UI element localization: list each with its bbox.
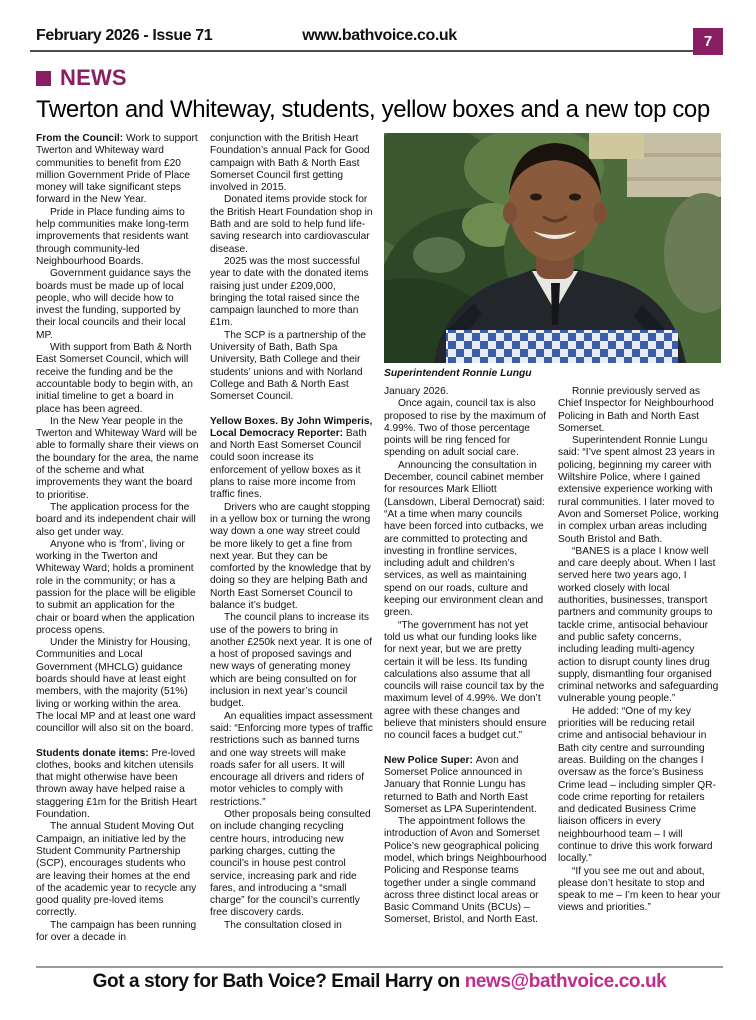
article-paragraph: From the Council: Work to support Twerton and Whiteway ward communities to benefit from £20 million Government Pride of Place money will take significant steps forward in the New Year. bbox=[36, 133, 198, 206]
article-paragraph: 2025 was the most successful year to date with the donated items raising just under £209,000, bringing the total raised since the campaign launched to more than £1m. bbox=[210, 255, 369, 329]
article-paragraph: conjunction with the British Heart Foundation’s annual Pack for Good campaign with Bath & North East Somerset Council first getting involved in 2015. bbox=[210, 133, 370, 194]
article-paragraph: Students donate items: Pre-loved clothes, books and kitchen utensils that might otherwise have been thrown away have helped raise a staggering £1m for the British Heart Foundation. bbox=[36, 747, 197, 821]
article-paragraph: The campaign has been running for over a decade in bbox=[36, 919, 197, 943]
section-bullet-icon bbox=[36, 71, 51, 86]
page-number-badge: 7 bbox=[693, 28, 723, 55]
article-paragraph: The appointment follows the introduction of Avon and Somerset Police’s new geographical policing model, which brings Neighbourhood Policing and Response teams together under a single command across three distinct local areas or Basic Command Units (BCUs) – Somerset, Bristol, and North East. bbox=[384, 816, 547, 926]
footer-email-link[interactable]: news@bathvoice.co.uk bbox=[464, 970, 667, 992]
article-paragraph: Donated items provide stock for the British Heart Foundation shop in Bath and are sold to help fund life-saving research into cardiovascular disease. bbox=[210, 194, 373, 255]
headline: Twerton and Whiteway, students, yellow boxes and a new top cop bbox=[36, 96, 710, 123]
article-paragraph: “The government has not yet told us what our funding looks like for next year, but we are pretty certain it will be less. Its funding calculations also assume that all councils will raise council tax by the maximum level of 4.99%. We don’t agree with these changes and believe that ministers should ensure no council faces a budget cut.” bbox=[384, 619, 547, 742]
footer-strapline bbox=[36, 971, 723, 993]
column-3 bbox=[384, 386, 547, 971]
article-paragraph: Drivers who are caught stopping in a yellow box or turning the wrong way down a one way street could be more likely to get a fine from next year. But they can be comforted by the knowledge that by doing so they are helping Bath and North East Somerset Council to balance it’s budget. bbox=[210, 501, 371, 611]
photo-caption: Superintendent Ronnie Lungu bbox=[384, 368, 532, 379]
article-paragraph: The consultation closed in bbox=[224, 919, 342, 931]
section-label: NEWS bbox=[60, 65, 127, 90]
article-paragraph: New Police Super: Avon and Somerset Police announced in January that Ronnie Lungu has returned to Bath and North East Somerset as LPA Superintendent. bbox=[384, 754, 537, 815]
article-paragraph: “If you see me out and about, please don’t hesitate to stop and speak to me – I’m keen to hear your views and priorities.” bbox=[558, 865, 721, 914]
issue-date: February 2026 - Issue 71 bbox=[36, 27, 213, 44]
page-footer bbox=[36, 966, 723, 993]
photo-columns-wrap bbox=[384, 133, 721, 971]
article-paragraph: The SCP is a partnership of the University of Bath, Bath Spa University, Bath College and their students’ unions and with Norland College and Bath & North East Somerset Council. bbox=[210, 329, 366, 403]
article-paragraph: Yellow Boxes. By John Wimperis, Local Democracy Reporter: Bath and North East Somerset Council could soon increase its enforcement of yellow boxes as it plans to raise more income from traffic fines. bbox=[210, 415, 373, 501]
article-paragraph: With support from Bath & North East Somerset Council, which will receive the funding and be the accountable body to begin with, an initial timeline to get a board in place has been agreed. bbox=[36, 342, 193, 415]
article-paragraph: Superintendent Ronnie Lungu said: “I’ve spent almost 23 years in policing, beginning my career with Wiltshire Police, where I gained extensive experience working with rural communities. I later moved to Avon and Somerset Police, working in complex urban areas including South Bristol and Bath. bbox=[558, 435, 719, 545]
lower-columns bbox=[384, 386, 721, 971]
article-paragraph: Under the Ministry for Housing, Communities and Local Government (MHCLG) guidance boards should have at least eight members, with the majority (51%) living or working within the area. The local MP and at least one ward councillor will also sit on the board. bbox=[36, 637, 196, 735]
header-rule bbox=[30, 50, 723, 52]
page-header bbox=[36, 0, 723, 52]
paragraph-lead: Students donate items: bbox=[36, 747, 152, 759]
article-paragraph: The application process for the board and its independent chair will also get under way. bbox=[36, 501, 196, 538]
article-paragraph: Other proposals being consulted on include changing recycling centre hours, introducing new parking charges, cutting the council’s in house pest control service, increasing park and ride fares, and introducing a “small charge” for the council’s currently free discovery cards. bbox=[210, 809, 371, 919]
article-paragraph: January 2026. bbox=[384, 386, 449, 397]
article-paragraph: In the New Year people in the Twerton and Whiteway Ward will be able to formally share their views on the boundary for the area, the name of the scheme and what improvements they want the board to prioritise. bbox=[36, 415, 199, 501]
section-kicker bbox=[36, 65, 723, 91]
photo-ronnie-lungu bbox=[384, 133, 721, 363]
site-url: www.bathvoice.co.uk bbox=[302, 27, 457, 44]
article-paragraph: Anyone who is ‘from’, living or working in the Twerton and Whiteway Ward; holds a prominent role in the community; or has a passion for the place will be eligible to submit an application for the chair or board when the application process opens. bbox=[36, 538, 196, 636]
article-paragraph: “BANES is a place I know well and care deeply about. When I last served here two years ago, I worked closely with local authorities, businesses, transport partners and community groups to tackle crime, antisocial behaviour and public safety concerns, including leading multi-agency action to disrupt county lines drug supply, dismantling four organised criminal networks and safeguarding vulnerable young people.” bbox=[558, 545, 719, 705]
article-paragraph: Once again, council tax is also proposed to rise by the maximum of 4.99%. Two of those percentage points will be ring fenced for spending on adult social care. bbox=[384, 398, 546, 459]
paragraph-lead: New Police Super: bbox=[384, 754, 476, 766]
column-4 bbox=[558, 386, 721, 971]
column-2 bbox=[210, 133, 373, 971]
column-1 bbox=[36, 133, 199, 971]
article-paragraph: Pride in Place funding aims to help communities make long-term improvements that residents want through community-led Neighbourhood Boards. bbox=[36, 206, 189, 267]
article-paragraph: The annual Student Moving Out Campaign, an initiative led by the Student Community Partnership (SCP), encourages students who are leaving their homes at the end of the academic year to recycle any good quality pre-loved items correctly. bbox=[36, 821, 197, 919]
article-paragraph: Ronnie previously served as Chief Inspector for Neighbourhood Policing in Bath and North East Somerset. bbox=[558, 386, 714, 434]
article-paragraph: Government guidance says the boards must be made up of local people, who will decide how to invest the funding, supported by their local councils and their local MP. bbox=[36, 268, 192, 341]
footer-rule bbox=[36, 966, 723, 968]
footer-prompt: Got a story for Bath Voice? Email Harry on bbox=[92, 970, 465, 992]
article-body bbox=[36, 133, 723, 971]
article-paragraph: Announcing the consultation in December, council cabinet member for resources Mark Elliott (Lansdown, Liberal Democrat) said: “At a time when many councils have been forced into cutbacks, we are committed to protecting and investing in frontline services, including adult and children’s services, as well as maintaining spend on our roads, culture and keeping our environment clean and green. bbox=[384, 459, 545, 619]
article-paragraph: He added: “One of my key priorities will be reducing retail crime and antisocial behaviour in Bath city centre and surrounding areas. Building on the changes I oversaw as the force’s Business Crime lead – including simpler QR-code crime reporting for retailers and dedicated Business Crime liaison officers in every neighbourhood team – I will continue to drive this work forward locally.” bbox=[558, 705, 716, 865]
article-paragraph: An equalities impact assessment said: “Enforcing more types of traffic restrictions such as banned turns and one way streets will make roads safer for all users. It will encourage all drivers and riders of motor vehicles to comply with restrictions.” bbox=[210, 710, 373, 808]
article-paragraph: The council plans to increase its use of the powers to bring in another £250k next year. It is one of a host of proposed savings and new ways of generating money which are being consulted on for inclusion in next year’s council budget. bbox=[210, 612, 372, 710]
paragraph-lead: Yellow Boxes. By John Wimperis, Local Democracy Reporter: bbox=[210, 415, 373, 439]
paragraph-lead: From the Council: bbox=[36, 133, 126, 144]
photo-figure bbox=[384, 133, 721, 386]
